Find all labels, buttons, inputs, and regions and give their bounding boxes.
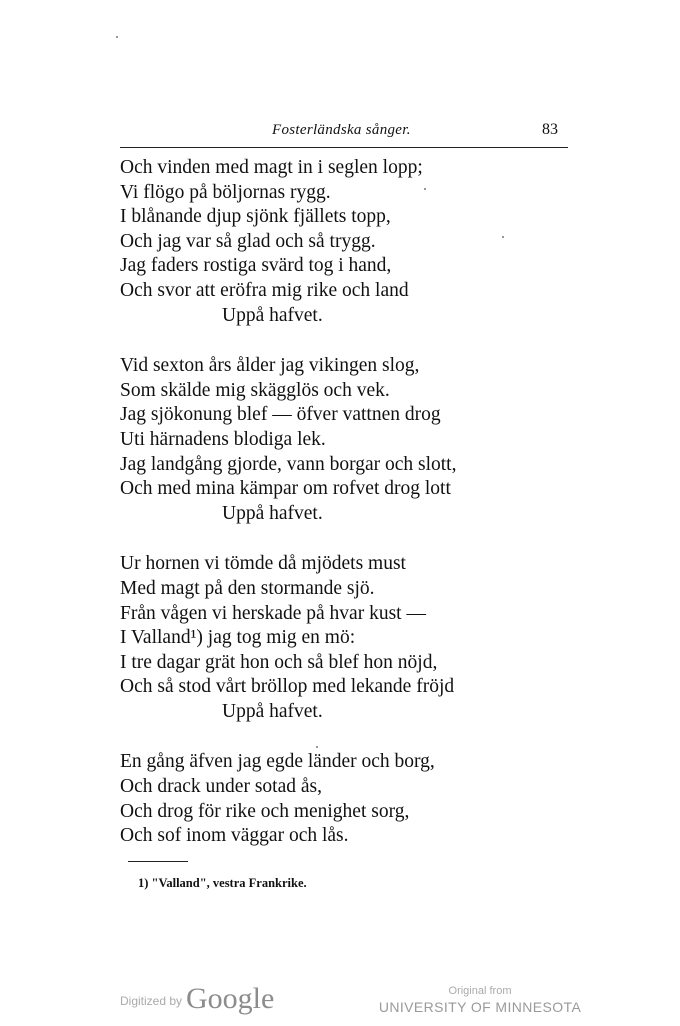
poem-line: Jag sjökonung blef — öfver vattnen drog <box>120 404 441 426</box>
stanza-1 <box>120 156 580 328</box>
poem-line: Och så stod vårt bröllop med lekande fröjd <box>120 676 455 698</box>
poem-line: Som skälde mig skägglös och vek. <box>120 379 390 401</box>
poem-line: Och med mina kämpar om rofvet drog lott <box>120 478 451 500</box>
running-title: Fosterländska sånger. <box>272 122 411 138</box>
refrain-line: Uppå hafvet. <box>222 502 323 524</box>
poem-line: En gång äfven jag egde länder och borg, <box>120 751 435 773</box>
original-from-block <box>370 984 590 1016</box>
poem-line: I Valland¹) jag tog mig en mö: <box>120 627 356 649</box>
digitized-by-label: Digitized by <box>120 994 183 1008</box>
original-from-label: Original from <box>448 985 512 997</box>
poem-line: Vi flögo på böljornas rygg. <box>120 181 331 203</box>
poem-line: Och sof inom väggar och lås. <box>120 825 349 847</box>
scan-speck <box>424 188 426 190</box>
poem <box>120 156 580 875</box>
poem-line: Och drack under sotad ås, <box>120 776 322 798</box>
header-rule <box>120 147 568 148</box>
poem-line: Med magt på den stormande sjö. <box>120 577 375 599</box>
poem-line: I tre dagar grät hon och så blef hon nöjd, <box>120 651 438 673</box>
library-name: UNIVERSITY OF MINNESOTA <box>378 999 582 1015</box>
page-number: 83 <box>542 121 558 138</box>
poem-line: Uti härnadens blodiga lek. <box>120 428 326 450</box>
google-logo: Google <box>186 982 275 1015</box>
poem-line: Och drog för rike och menighet sorg, <box>120 800 410 822</box>
poem-line: Jag faders rostiga svärd tog i hand, <box>120 255 392 277</box>
refrain-line: Uppå hafvet. <box>222 304 323 326</box>
poem-line: Vid sexton års ålder jag vikingen slog, <box>120 355 420 377</box>
poem-line: Ur hornen vi tömde då mjödets must <box>120 553 406 575</box>
poem-line: Från vågen vi herskade på hvar kust — <box>120 602 426 624</box>
page-header <box>120 118 568 142</box>
footnote-rule <box>128 861 188 862</box>
stanza-3 <box>120 552 580 724</box>
poem-line: Och vinden med magt in i seglen lopp; <box>120 157 423 178</box>
refrain-line: Uppå hafvet. <box>222 700 323 722</box>
poem-line: Och jag var så glad och så trygg. <box>120 230 376 252</box>
poem-line: Och svor att eröfra mig rike och land <box>120 279 409 301</box>
stanza-2 <box>120 354 580 526</box>
poem-line: Jag landgång gjorde, vann borgar och slott, <box>120 453 457 475</box>
footnote: 1) "Valland", vestra Frankrike. <box>138 876 307 890</box>
poem-line: I blånande djup sjönk fjällets topp, <box>120 206 391 228</box>
stanza-4 <box>120 750 580 848</box>
scan-speck <box>502 236 504 238</box>
scan-speck <box>316 746 318 748</box>
scan-speck <box>116 36 118 38</box>
